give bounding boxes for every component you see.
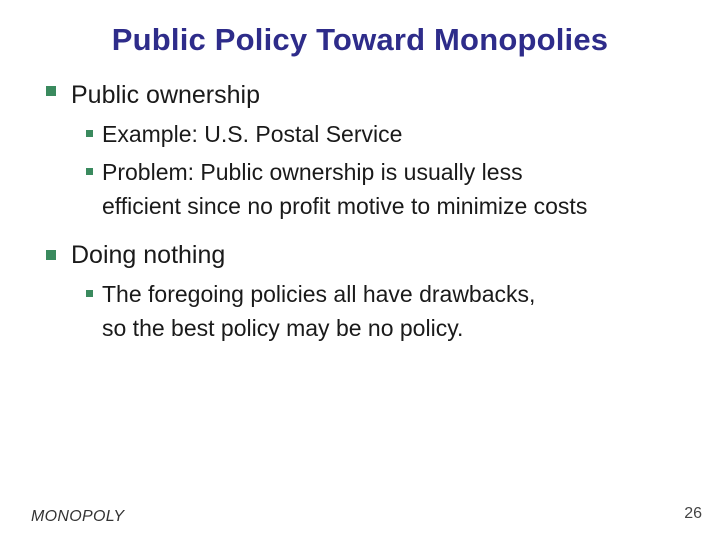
sub-bullet-problem-line-2: efficient since no profit motive to minimize costs bbox=[102, 193, 588, 219]
sub-bullet-drawbacks-line-2: so the best policy may be no policy. bbox=[102, 315, 464, 341]
sub-bullet-marker-icon bbox=[86, 290, 93, 297]
slide-title: Public Policy Toward Monopolies bbox=[111, 22, 609, 57]
bullet-marker-icon bbox=[46, 250, 56, 260]
bullet-marker-icon bbox=[46, 86, 56, 96]
sub-bullet-problem-line-1: Problem: Public ownership is usually less bbox=[102, 159, 523, 185]
page-number: 26 bbox=[684, 505, 702, 522]
sub-bullet-example: Example: U.S. Postal Service bbox=[102, 121, 403, 147]
sub-bullet-marker-icon bbox=[86, 168, 93, 175]
footer-label: MONOPOLY bbox=[31, 508, 125, 525]
bullet-doing-nothing: Doing nothing bbox=[71, 241, 226, 269]
sub-bullet-marker-icon bbox=[86, 130, 93, 137]
sub-bullet-drawbacks-line-1: The foregoing policies all have drawbacks, bbox=[102, 281, 536, 307]
bullet-public-ownership: Public ownership bbox=[71, 81, 260, 109]
